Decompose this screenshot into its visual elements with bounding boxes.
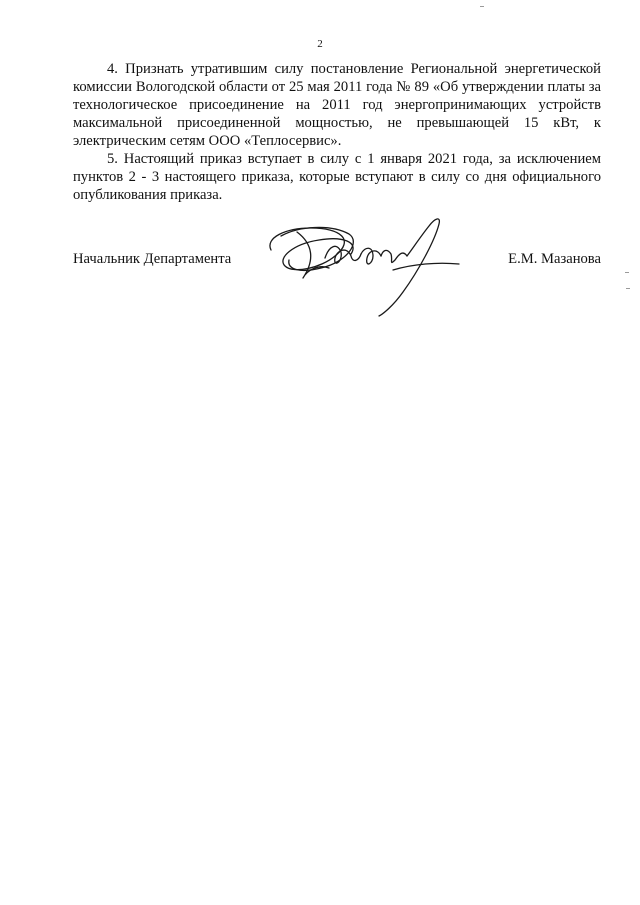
signatory-name: Е.М. Мазанова [508,251,601,267]
scan-artifact [480,6,484,7]
paragraph-item-4: 4. Признать утратившим силу постановление Региональной энергетической комиссии Вологодской области от 25 мая 2011 года № 89 «Об утверждении платы за технологическое присоединение на 2011 год энергопринимающих устройств максимальной присоединенной мощностью, не превышающей 15 кВт, к электрическим сетям ООО «Теплосервис». [73,61,601,149]
paragraph-item-5: 5. Настоящий приказ вступает в силу с 1 января 2021 года, за исключением пунктов 2 - 3 настоящего приказа, которые вступают в силу со дня официального опубликования приказа. [73,151,601,203]
document-body [73,60,601,204]
handwritten-signature-icon [263,210,463,320]
scan-artifact [625,272,629,273]
scan-artifact [626,288,630,289]
signatory-position: Начальник Департамента [73,251,232,267]
page-number: 2 [317,38,323,50]
signature-block [73,210,601,320]
